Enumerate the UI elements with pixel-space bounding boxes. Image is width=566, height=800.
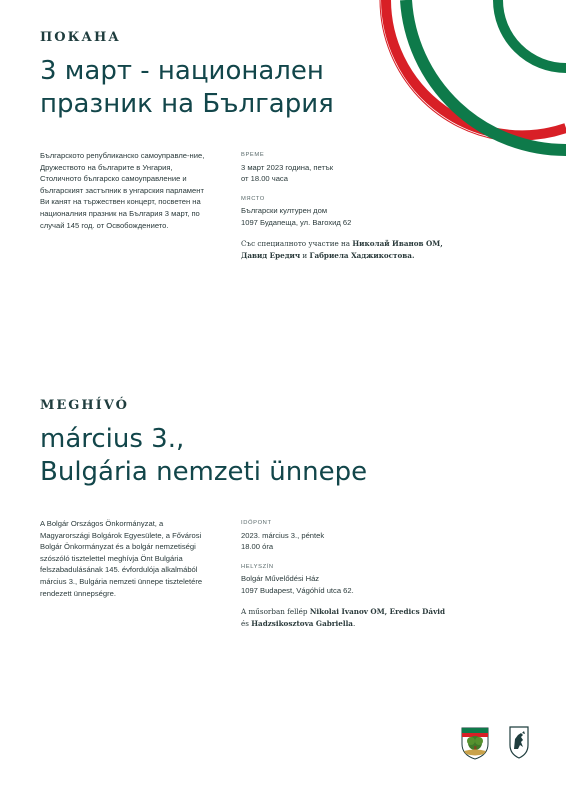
hu-header: [40, 398, 367, 489]
bg-special-name2: Давид Ередич: [241, 250, 301, 260]
bg-special-name1: Николай Иванов ОМ,: [352, 238, 443, 248]
hu-special-name3: Hadzsikosztova Gabriella: [251, 618, 353, 628]
bg-header: [40, 30, 334, 121]
bg-place-label: МЯСТО: [241, 195, 265, 202]
hu-special-and: és: [241, 618, 249, 628]
bg-time-block: [241, 150, 471, 185]
hu-time-label: IDŐPONT: [241, 520, 272, 526]
hu-place-block: [241, 562, 471, 597]
bg-title-line1: 3 март - национален: [40, 56, 324, 86]
bg-time-value1: 3 март 2023 година, петък: [241, 162, 334, 172]
hu-title-line1: március 3.,: [40, 424, 185, 454]
hu-time-block: [241, 518, 471, 553]
coat-of-arms-tree-icon: [460, 726, 490, 760]
hu-special-guests: [241, 606, 471, 630]
hu-kicker: MEGHÍVÓ: [40, 398, 129, 413]
hu-details: [241, 518, 471, 630]
bg-special-prefix: Със специалното участие на: [241, 238, 351, 248]
bg-kicker: ПОКАНА: [40, 30, 121, 45]
bg-body-text: Българското републиканско самоуправле-ние, Дружеството на българите в Унгария, Столичното българско самоуправление и българският застъпник в унгарския парламент Ви канят на тържествен концерт, посветен на националния празник на България 3 март, по случай 145 год. от Освобождението.: [40, 151, 205, 230]
hu-special-prefix: A műsorban fellép: [241, 606, 308, 616]
bg-place-value1: Български културен дом: [241, 206, 328, 216]
bg-special-guests: [241, 238, 471, 262]
hu-time-value2: 18.00 óra: [241, 542, 274, 552]
bg-special-and: и: [302, 250, 308, 260]
bg-details: [241, 150, 471, 262]
bg-time-label: ВРЕМЕ: [241, 152, 265, 158]
hu-special-names: Nikolai Ivanov OM, Eredics Dávid: [309, 606, 445, 616]
hu-title-line2: Bulgária nemzeti ünnepe: [40, 457, 368, 487]
bg-title: [40, 55, 334, 121]
lion-shield-icon: [508, 725, 530, 759]
hu-body-text: A Bolgár Országos Önkormányzat, a Magyarországi Bolgárok Egyesülete, a Fővárosi Bolgár Önkormányzat és a bolgár nemzetiségi szószóló tisztelettel meghívja Önt Bulgária felszabadulásának 145. évfordulója alkalmából március 3., Bulgária nemzeti ünnepe tiszteletére rendezett ünnepségre.: [40, 519, 203, 598]
hu-place-value2: 1097 Budapest, Vágóhíd utca 62.: [241, 585, 354, 595]
bg-place-block: [241, 194, 471, 229]
hu-place-label: HELYSZÍN: [241, 563, 274, 570]
hu-special-end: .: [352, 618, 356, 628]
bg-place-value2: 1097 Будапеща, ул. Вагохид 62: [241, 217, 352, 227]
hu-title: [40, 423, 367, 489]
hu-place-value1: Bolgár Művelődési Ház: [241, 574, 320, 584]
bg-title-line2: празник на България: [40, 89, 334, 119]
bg-special-name3: Габриела Хаджикостова.: [309, 250, 415, 260]
hu-time-value1: 2023. március 3., péntek: [241, 530, 325, 540]
bg-time-value2: от 18.00 часа: [241, 174, 288, 184]
